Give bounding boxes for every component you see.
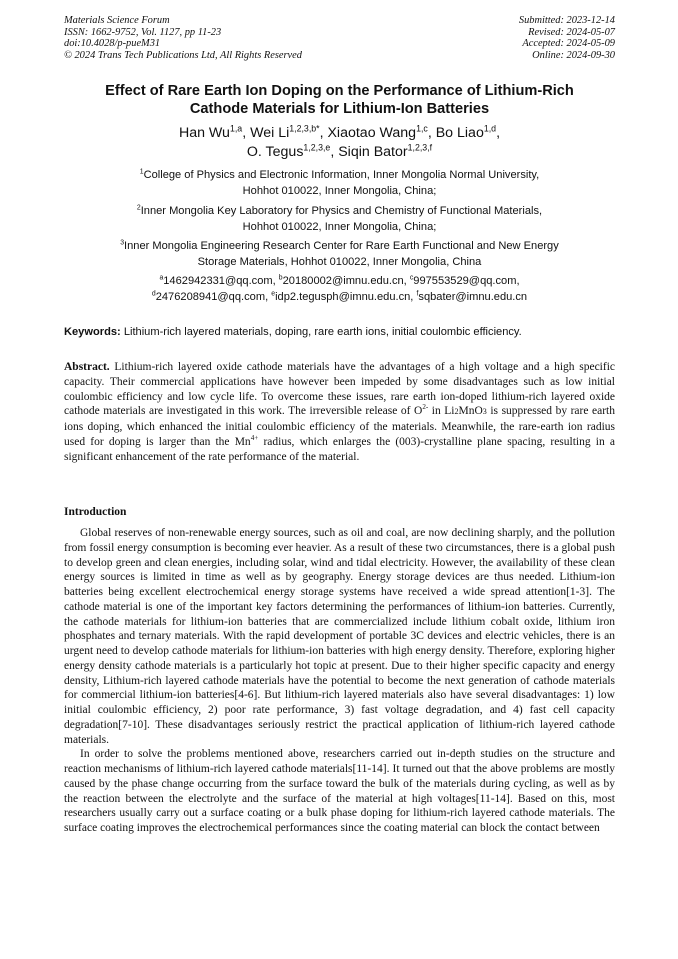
author-name: Han Wu xyxy=(178,125,230,141)
affiliation-3 xyxy=(64,238,615,270)
author-superscript: 1,a xyxy=(229,123,243,134)
author-name: Bo Liao xyxy=(435,125,484,141)
abstract-text: is suppressed by rare earth ions doping, which enhanced the initial coulombic efficiency of the materials. Meanwhile, the rare-earth ion radius used for doping is larger than the Mn xyxy=(64,405,615,448)
affiliation-2 xyxy=(64,203,615,235)
introduction-body xyxy=(64,526,615,836)
journal-name: Materials Science Forum xyxy=(64,15,170,26)
affiliation-line xyxy=(64,167,615,183)
abstract-text: Lithium-rich layered oxide cathode materials have the advantages of a high voltage and a high specific capacity. Their commercial applications have however been impeded by some disadvantages such as low initial coulombic efficiency and low cycle life. To overcome these issues, rare earth ion-doped lithium-rich layered oxide cathode materials are investigated in this work. The irreversible release of O xyxy=(64,361,616,418)
authors-line-2: O. Tegus$^{1,2,3,e}$, Siqin Bator$^{1,2,3,f}$ xyxy=(246,142,433,160)
abstract-label: Abstract. xyxy=(64,361,110,373)
revised-date: Revised: 2024-05-07 xyxy=(528,26,615,38)
affiliation-text: Inner Mongolia Key Laboratory for Physics and Chemistry of Functional Materials, xyxy=(140,205,543,217)
author-emails xyxy=(64,273,615,305)
author-superscript: 1,2,3,b* xyxy=(289,123,320,134)
accepted-date: Accepted: 2024-05-09 xyxy=(522,38,615,50)
oxygen-charge: 2- xyxy=(422,403,429,412)
affiliation-line xyxy=(64,238,615,254)
email-separator: , xyxy=(516,275,520,287)
author-name: O. Tegus xyxy=(246,144,304,160)
abstract-text: in Li xyxy=(428,405,455,418)
affiliation-address: Storage Materials, Hohhot 010022, Inner Mongolia, China xyxy=(197,256,482,268)
emails-line-1 xyxy=(64,273,615,289)
publication-dates xyxy=(519,15,615,61)
email-letter: a xyxy=(159,274,164,282)
title-line-1: Effect of Rare Earth Ion Doping on the Performance of Lithium-Rich xyxy=(105,83,574,99)
email-letter: d xyxy=(151,290,156,298)
author-superscript: 1,c xyxy=(416,123,428,134)
abstract-text: radius, which enlarges the (003)-crystalline plane spacing, resulting in a significant enhancement of the rate performance of the material. xyxy=(64,435,615,463)
email-e[interactable]: idp2.tegusph@imnu.edu.cn xyxy=(275,291,411,303)
journal-info xyxy=(64,15,302,61)
title-line-2: Cathode Materials for Lithium-Ion Batteries xyxy=(189,101,490,117)
authors-line-1: Han Wu$^{1,a}$, Wei $Li^{1,2,3,b*}$, Xiaotao Wang$^{1,c}$, Bo Liao$^{1,d}$, xyxy=(178,123,501,141)
email-a[interactable]: 1462942331@qq.com xyxy=(163,275,273,287)
keywords-label: Keywords: xyxy=(64,326,121,338)
affiliation-number: 3 xyxy=(120,239,125,247)
email-f[interactable]: sqbater@imnu.edu.cn xyxy=(418,291,528,303)
email-b[interactable]: 20180002@imnu.edu.cn xyxy=(282,275,404,287)
email-letter: f xyxy=(416,290,419,298)
author-list xyxy=(64,124,615,162)
abstract-text: MnO xyxy=(458,405,483,418)
affiliation-number: 1 xyxy=(139,168,144,176)
doi: doi:10.4028/p-pueM31 xyxy=(64,38,161,50)
email-c[interactable]: 997553529@qq.com xyxy=(413,275,517,287)
email-separator: , xyxy=(265,291,272,303)
issn-volume: ISSN: 1662-9752, Vol. 1127, pp 11-23 xyxy=(64,26,222,38)
paragraph: Global reserves of non-renewable energy sources, such as oil and coal, are now declining sharply, and the pollution from fossil energy consumption is becoming ever heavier. As a result of these two circumstances, there is a global push to develop green and clean energies, including solar, wind and tidal electricity. However, the availability of these clean energy sources is limited in time as well as by geography. Energy storage devices are thus needed. Lithium-ion batteries being excellent electrochemical energy storage systems have received a wide spread attention[1-3]. The cathode material is one of the important key factors determining the performances of lithium-ion batteries. Currently, the cathode materials for lithium-ion batteries that are commercialized include lithium cobalt oxide, lithium iron phosphates and ternary materials. With the rapid development of portable 3C devices and electric vehicles, there is an urgent need to develop cathode materials for lithium-ion batteries with high energy density. Therefore, exploring higher energy density cathode materials is a particularly hot topic at present. Due to their higher specific capacity and energy density, Lithium-rich layered cathode materials have the potential to become the next generation of cathode materials for commercial lithium-ion batteries[4-6]. But lithium-rich layered materials also have several disadvantages: 1) low initial coulombic efficiency, 2) poor rate performance, 3) fast voltage degradation, and 4) fast cell capacity degradation[7-10]. These disadvantages seriously restrict the practical application of lithium-rich layered cathode materials. xyxy=(64,527,615,746)
copyright: © 2024 Trans Tech Publications Ltd, All Rights Reserved xyxy=(64,49,302,61)
section-heading-introduction: Introduction xyxy=(64,506,127,518)
author-superscript: 1,2,3,e xyxy=(303,142,331,153)
affiliation-number: 2 xyxy=(136,204,141,212)
keywords xyxy=(64,325,615,339)
author-name: Xiaotao Wang xyxy=(327,125,417,141)
o-subscript: 3 xyxy=(482,407,487,417)
affiliation-line xyxy=(64,203,615,219)
author-name: Siqin Bator xyxy=(338,144,408,160)
email-letter: b xyxy=(278,274,283,282)
online-date: Online: 2024-09-30 xyxy=(532,49,615,61)
author-superscript: 1,d xyxy=(483,123,497,134)
submitted-date: Submitted: 2023-12-14 xyxy=(518,15,615,26)
affiliation-address: Hohhot 010022, Inner Mongolia, China; xyxy=(242,221,437,233)
email-letter: c xyxy=(409,274,414,282)
email-separator: , xyxy=(410,291,417,303)
email-d[interactable]: 2476208941@qq.com xyxy=(155,291,266,303)
mn-charge: 4+ xyxy=(250,434,259,443)
author-name: Wei Li xyxy=(250,125,290,141)
emails-line-2 xyxy=(64,289,615,305)
affiliation-text: Inner Mongolia Engineering Research Center for Rare Earth Functional and New Energy xyxy=(124,240,559,252)
abstract xyxy=(64,360,615,465)
email-separator: , xyxy=(403,275,410,287)
affiliation-text: College of Physics and Electronic Information, Inner Mongolia Normal University, xyxy=(143,169,540,181)
affiliation-address: Hohhot 010022, Inner Mongolia, China; xyxy=(242,185,437,197)
paragraph: In order to solve the problems mentioned above, researchers carried out in-depth studies on the structure and reaction mechanisms of lithium-rich layered cathode materials[11-14]. It turned out that the above problems are mostly caused by the phase change occurring from the surface toward the bulk of the materials during cycling, as well as by the reaction between the electrolyte and the surface of the material at high voltages[11-14]. Based on this, most researchers usually carry out a surface coating or a bulk phase doping for lithium-rich layered cathode materials. The surface coating improves the electrochemical performances since the coating material can block the contact between xyxy=(64,748,615,834)
paper-title xyxy=(64,82,615,118)
email-separator: , xyxy=(272,275,279,287)
affiliation-1 xyxy=(64,167,615,199)
keywords-text: Lithium-rich layered materials, doping, rare earth ions, initial coulombic efficiency. xyxy=(123,326,522,338)
email-letter: e xyxy=(271,290,276,298)
author-superscript: 1,2,3,f xyxy=(407,142,433,153)
li-subscript: 2 xyxy=(454,407,459,417)
